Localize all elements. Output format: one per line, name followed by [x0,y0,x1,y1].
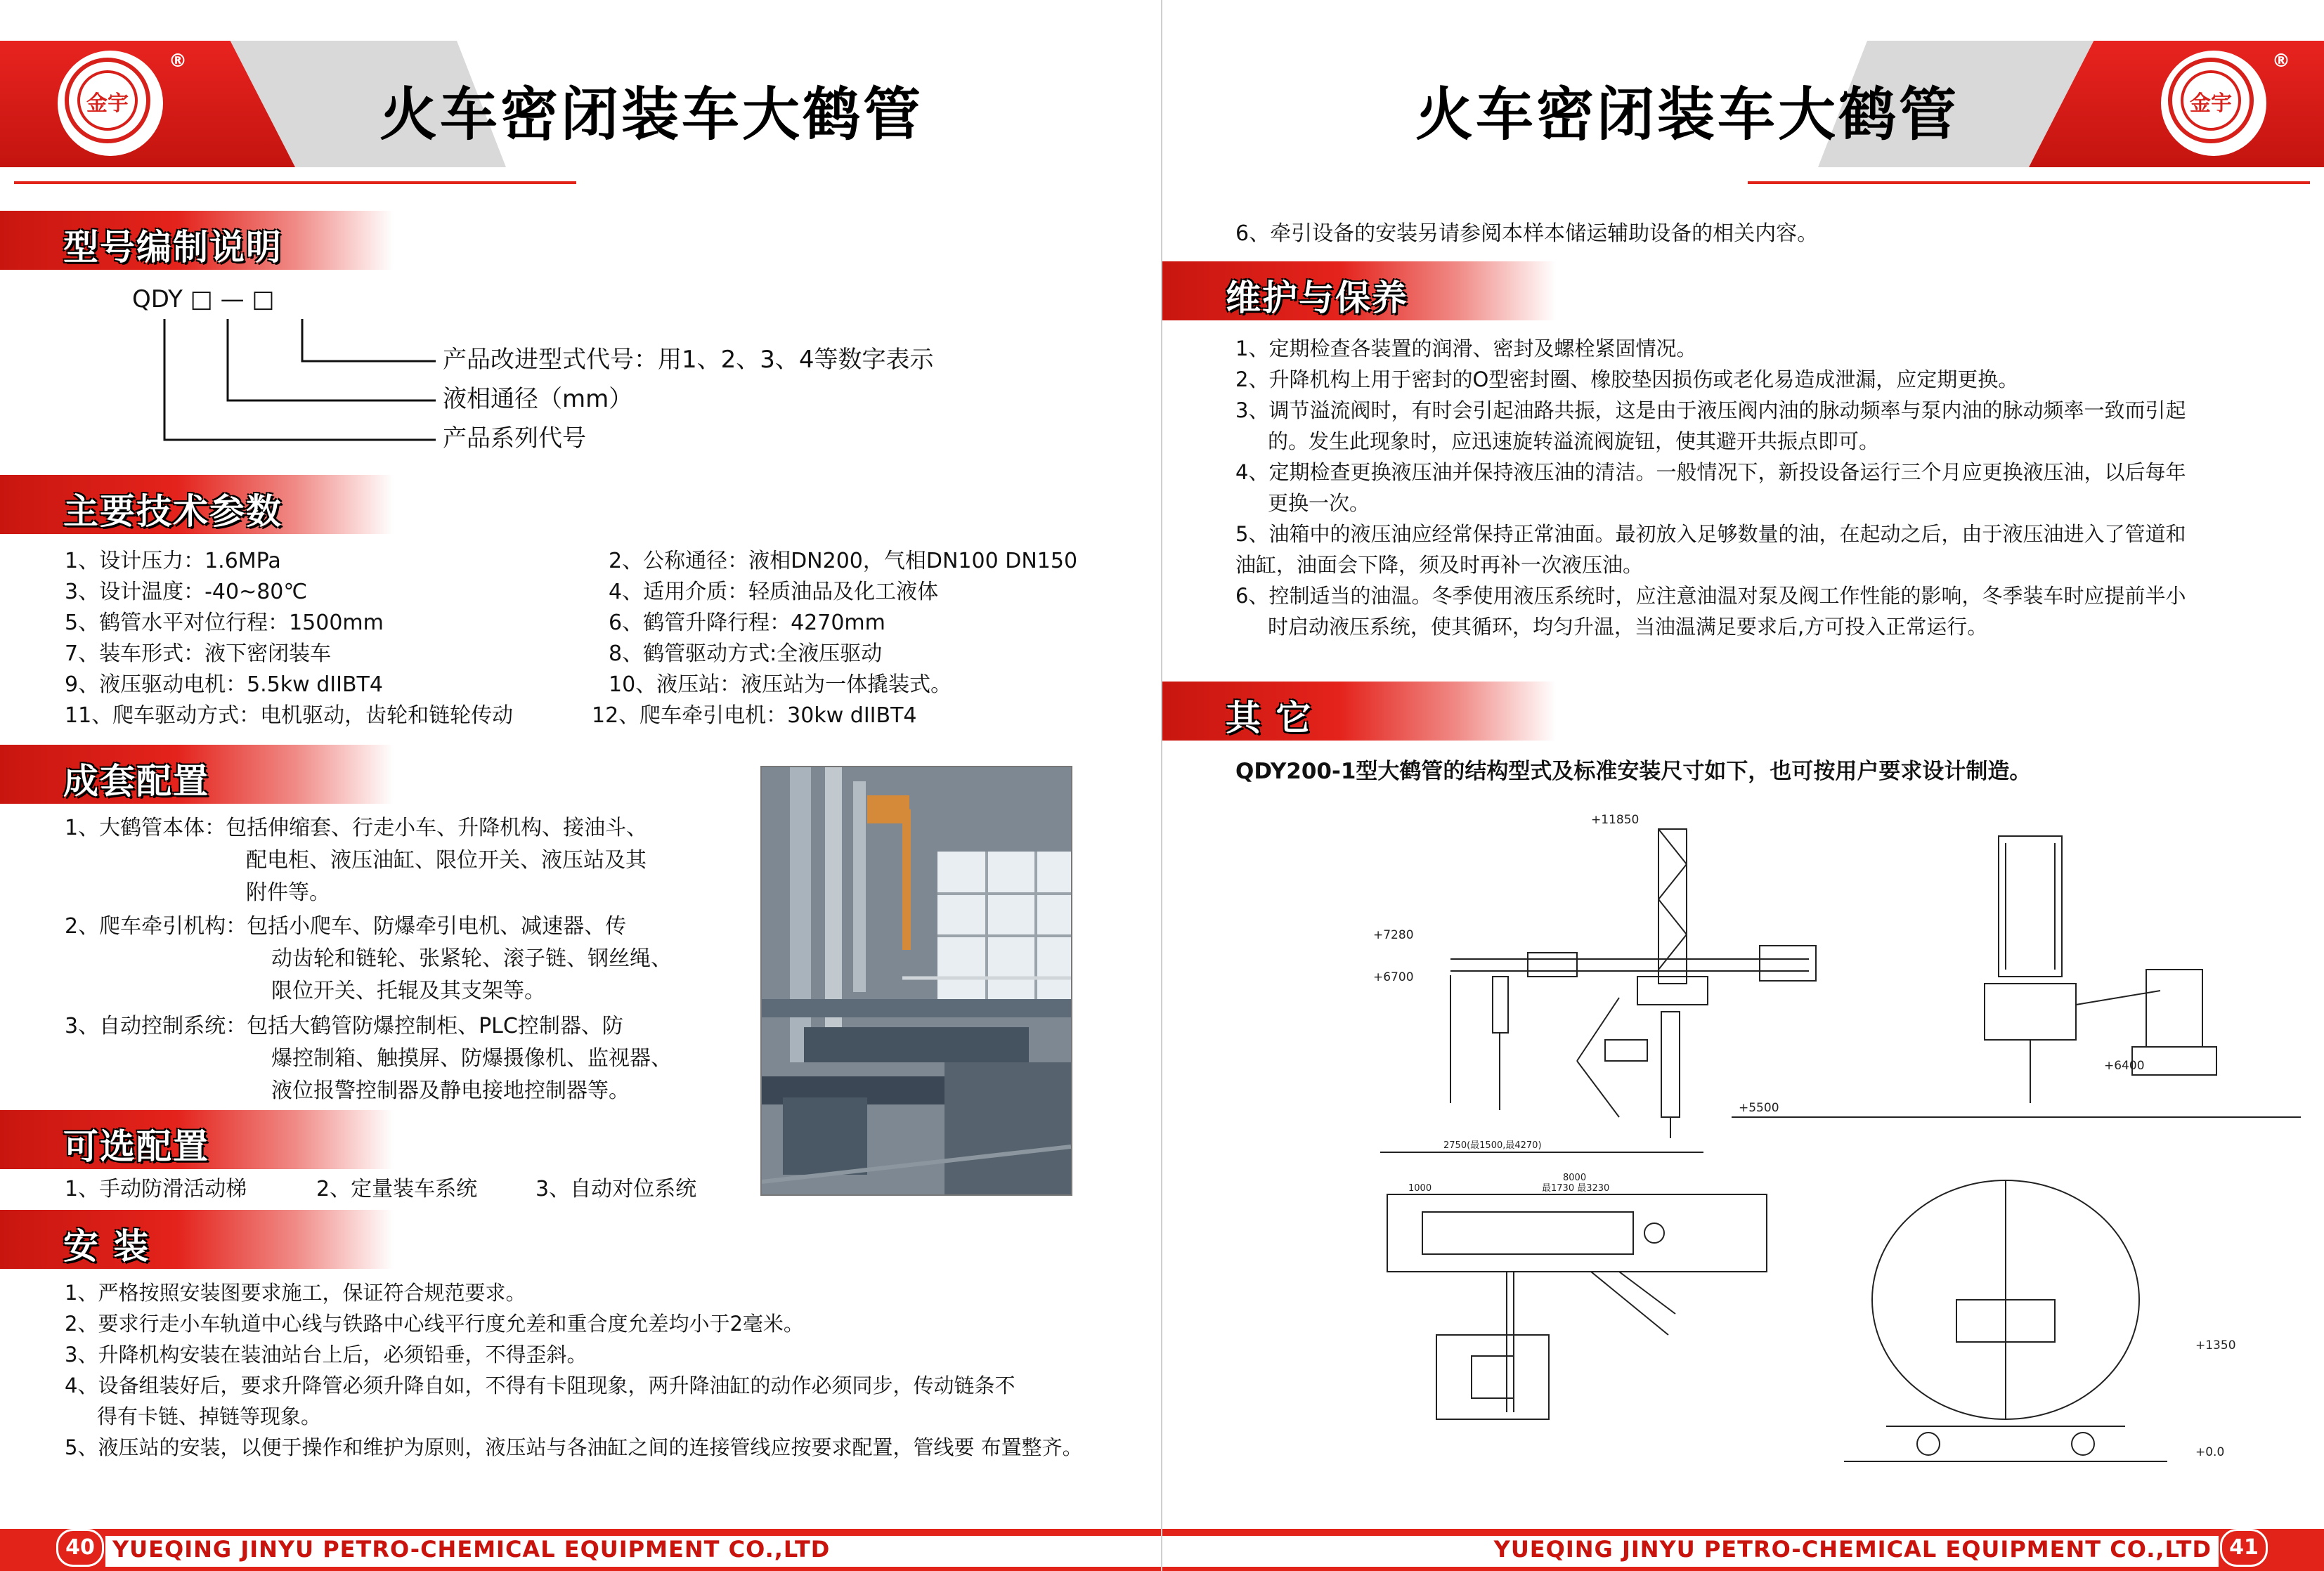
section-title: 安 装 [63,1226,150,1267]
logo-text: 金宇 [86,91,129,116]
dim-7280: +7280 [1373,928,1414,942]
param-11: 11、爬车驱动方式：电机驱动，齿轮和链轮传动 [65,703,514,728]
header-underline [1748,181,2310,184]
section-header-install [0,1210,394,1269]
model-line-3: 产品系列代号 [443,424,586,452]
dim-8000: 8000 [1563,1173,1587,1183]
photo-illustration [762,767,1071,1194]
param-8: 8、鹤管驱动方式:全液压驱动 [609,641,883,666]
dim-6400: +6400 [2104,1059,2145,1073]
model-code: QDY □ — □ [132,285,275,313]
section-header-maintenance [1162,261,1556,320]
page-title: 火车密闭装车大鹤管 [1415,82,1960,148]
company-logo [58,51,163,156]
maint-line-2: 2、升降机构上用于密封的O型密封圈、橡胶垫因损伤或老化易造成泄漏，应定期更换。 [1235,367,2019,391]
registered-mark: ® [2272,51,2290,72]
config-line-3: 附件等。 [246,880,330,905]
install-line-3: 3、升降机构安装在装油站台上后，必须铅垂，不得歪斜。 [65,1343,588,1367]
install-line-7: 6、牵引设备的安装另请参阅本样本储运辅助设备的相关内容。 [1235,221,1819,246]
footer-company-name: YUEQING JINYU PETRO-CHEMICAL EQUIPMENT CO.,LTD [112,1536,831,1563]
section-header-params [0,475,394,534]
param-3: 3、设计温度：-40~80℃ [65,580,308,604]
header-underline [14,181,576,184]
company-logo [2161,51,2266,156]
other-description: QDY200-1型大鹤管的结构型式及标准安装尺寸如下，也可按用户要求设计制造。 [1235,759,2032,784]
model-code-leader-lines [155,315,450,455]
maint-line-3: 3、调节溢流阀时，有时会引起油路共振，这是由于液压阀内油的脉动频率与泵内油的脉动频率一致而引起 [1235,398,2186,422]
param-2: 2、公称通径：液相DN200，气相DN100 DN150 [609,549,1078,573]
maint-line-10: 时启动液压系统，使其循环，均匀升温，当油温满足要求后,方可投入正常运行。 [1268,615,1988,639]
optional-2: 2、定量装车系统 [316,1177,478,1201]
dim-1350: +1350 [2195,1338,2236,1352]
maint-line-7: 5、油箱中的液压油应经常保持正常油面。最初放入足够数量的油，在起动之后，由于液压油进入了管道和 [1235,522,2186,546]
section-header-config [0,745,394,804]
maint-line-4: 的。发生此现象时，应迅速旋转溢流阀旋钮，使其避开共振点即可。 [1268,429,1880,453]
section-title: 可选配置 [63,1126,209,1167]
param-5: 5、鹤管水平对位行程：1500mm [65,611,384,635]
technical-drawing [1366,808,2301,1468]
section-title: 成套配置 [63,761,209,802]
dim-6700: +6700 [1373,970,1414,984]
logo-text: 金宇 [2190,91,2232,116]
dim-11850: +11850 [1591,813,1640,827]
section-title: 其 它 [1226,698,1313,738]
param-7: 7、装车形式：液下密闭装车 [65,641,332,666]
config-line-6: 限位开关、托辊及其支架等。 [271,979,545,1003]
maint-line-1: 1、定期检查各装置的润滑、密封及螺栓紧固情况。 [1235,337,1697,360]
registered-mark: ® [169,51,187,72]
install-line-4: 4、设备组装好后，要求升降管必须升降自如，不得有卡阻现象，两升降油缸的动作必须同步，传动链条不 [65,1374,1015,1397]
config-line-8: 爆控制箱、触摸屏、防爆摄像机、监视器、 [271,1046,672,1071]
maint-line-6: 更换一次。 [1268,491,1370,515]
install-line-1: 1、严格按照安装图要求施工，保证符合规范要求。 [65,1281,526,1305]
maint-line-9: 6、控制适当的油温。冬季使用液压系统时，应注意油温对泵及阀工作性能的影响，冬季装车时应提前半小 [1235,584,2186,608]
config-line-9: 液位报警控制器及静电接地控制器等。 [271,1078,630,1103]
install-line-2: 2、要求行走小车轨道中心线与铁路中心线平行度允差和重合度允差均小于2毫米。 [65,1312,804,1336]
model-line-1: 产品改进型式代号：用1、2、3、4等数字表示 [443,346,934,374]
section-title: 型号编制说明 [63,227,283,268]
install-line-5: 得有卡链、掉链等现象。 [97,1404,322,1428]
section-header-other [1162,682,1556,741]
config-line-5: 动齿轮和链轮、张紧轮、滚子链、钢丝绳、 [271,946,672,971]
param-4: 4、适用介质：轻质油品及化工液体 [609,580,939,604]
config-line-4: 2、爬车牵引机构：包括小爬车、防爆牵引电机、减速器、传 [65,914,627,939]
page-number: 40 [56,1529,104,1567]
loading-arm-photo [760,766,1072,1196]
dim-0: +0.0 [2195,1445,2225,1459]
dim-5500: +5500 [1739,1101,1779,1115]
config-line-1: 1、大鹤管本体：包括伸缩套、行走小车、升降机构、接油斗、 [65,816,648,840]
param-1: 1、设计压力：1.6MPa [65,549,281,573]
param-9: 9、液压驱动电机：5.5kw dIIBT4 [65,672,383,697]
dim-2750: 2750(最1500,最4270) [1443,1140,1542,1151]
param-10: 10、液压站：液压站为一体撬装式。 [609,672,952,697]
param-6: 6、鹤管升降行程：4270mm [609,611,885,635]
page-number: 41 [2220,1529,2268,1567]
model-line-2: 液相通径（mm） [443,385,633,413]
section-title: 主要技术参数 [63,491,283,532]
maint-line-8: 油缸，油面会下降，须及时再补一次液压油。 [1235,553,1644,577]
dim-1730: 最1730 最3230 [1542,1183,1610,1194]
optional-3: 3、自动对位系统 [535,1177,697,1201]
maint-line-5: 4、定期检查更换液压油并保持液压油的清洁。一般情况下，新投设备运行三个月应更换液压油，以后每年 [1235,460,2186,484]
section-header-model [0,211,394,270]
optional-1: 1、手动防滑活动梯 [65,1177,247,1201]
section-header-optional [0,1110,394,1169]
right-page [1162,0,2324,1571]
config-line-2: 配电柜、液压油缸、限位开关、液压站及其 [246,848,647,873]
footer-company-name: YUEQING JINYU PETRO-CHEMICAL EQUIPMENT CO.,LTD [1493,1536,2212,1563]
dim-1000: 1000 [1408,1183,1432,1194]
config-line-7: 3、自动控制系统：包括大鹤管防爆控制柜、PLC控制器、防 [65,1014,623,1038]
section-title: 维护与保养 [1226,278,1408,318]
install-line-6: 5、液压站的安装，以便于操作和维护为原则，液压站与各油缸之间的连接管线应按要求配置，管线要 布置整齐。 [65,1435,1083,1459]
page-title: 火车密闭装车大鹤管 [379,82,924,148]
param-12: 12、爬车牵引电机：30kw dIIBT4 [592,703,917,728]
